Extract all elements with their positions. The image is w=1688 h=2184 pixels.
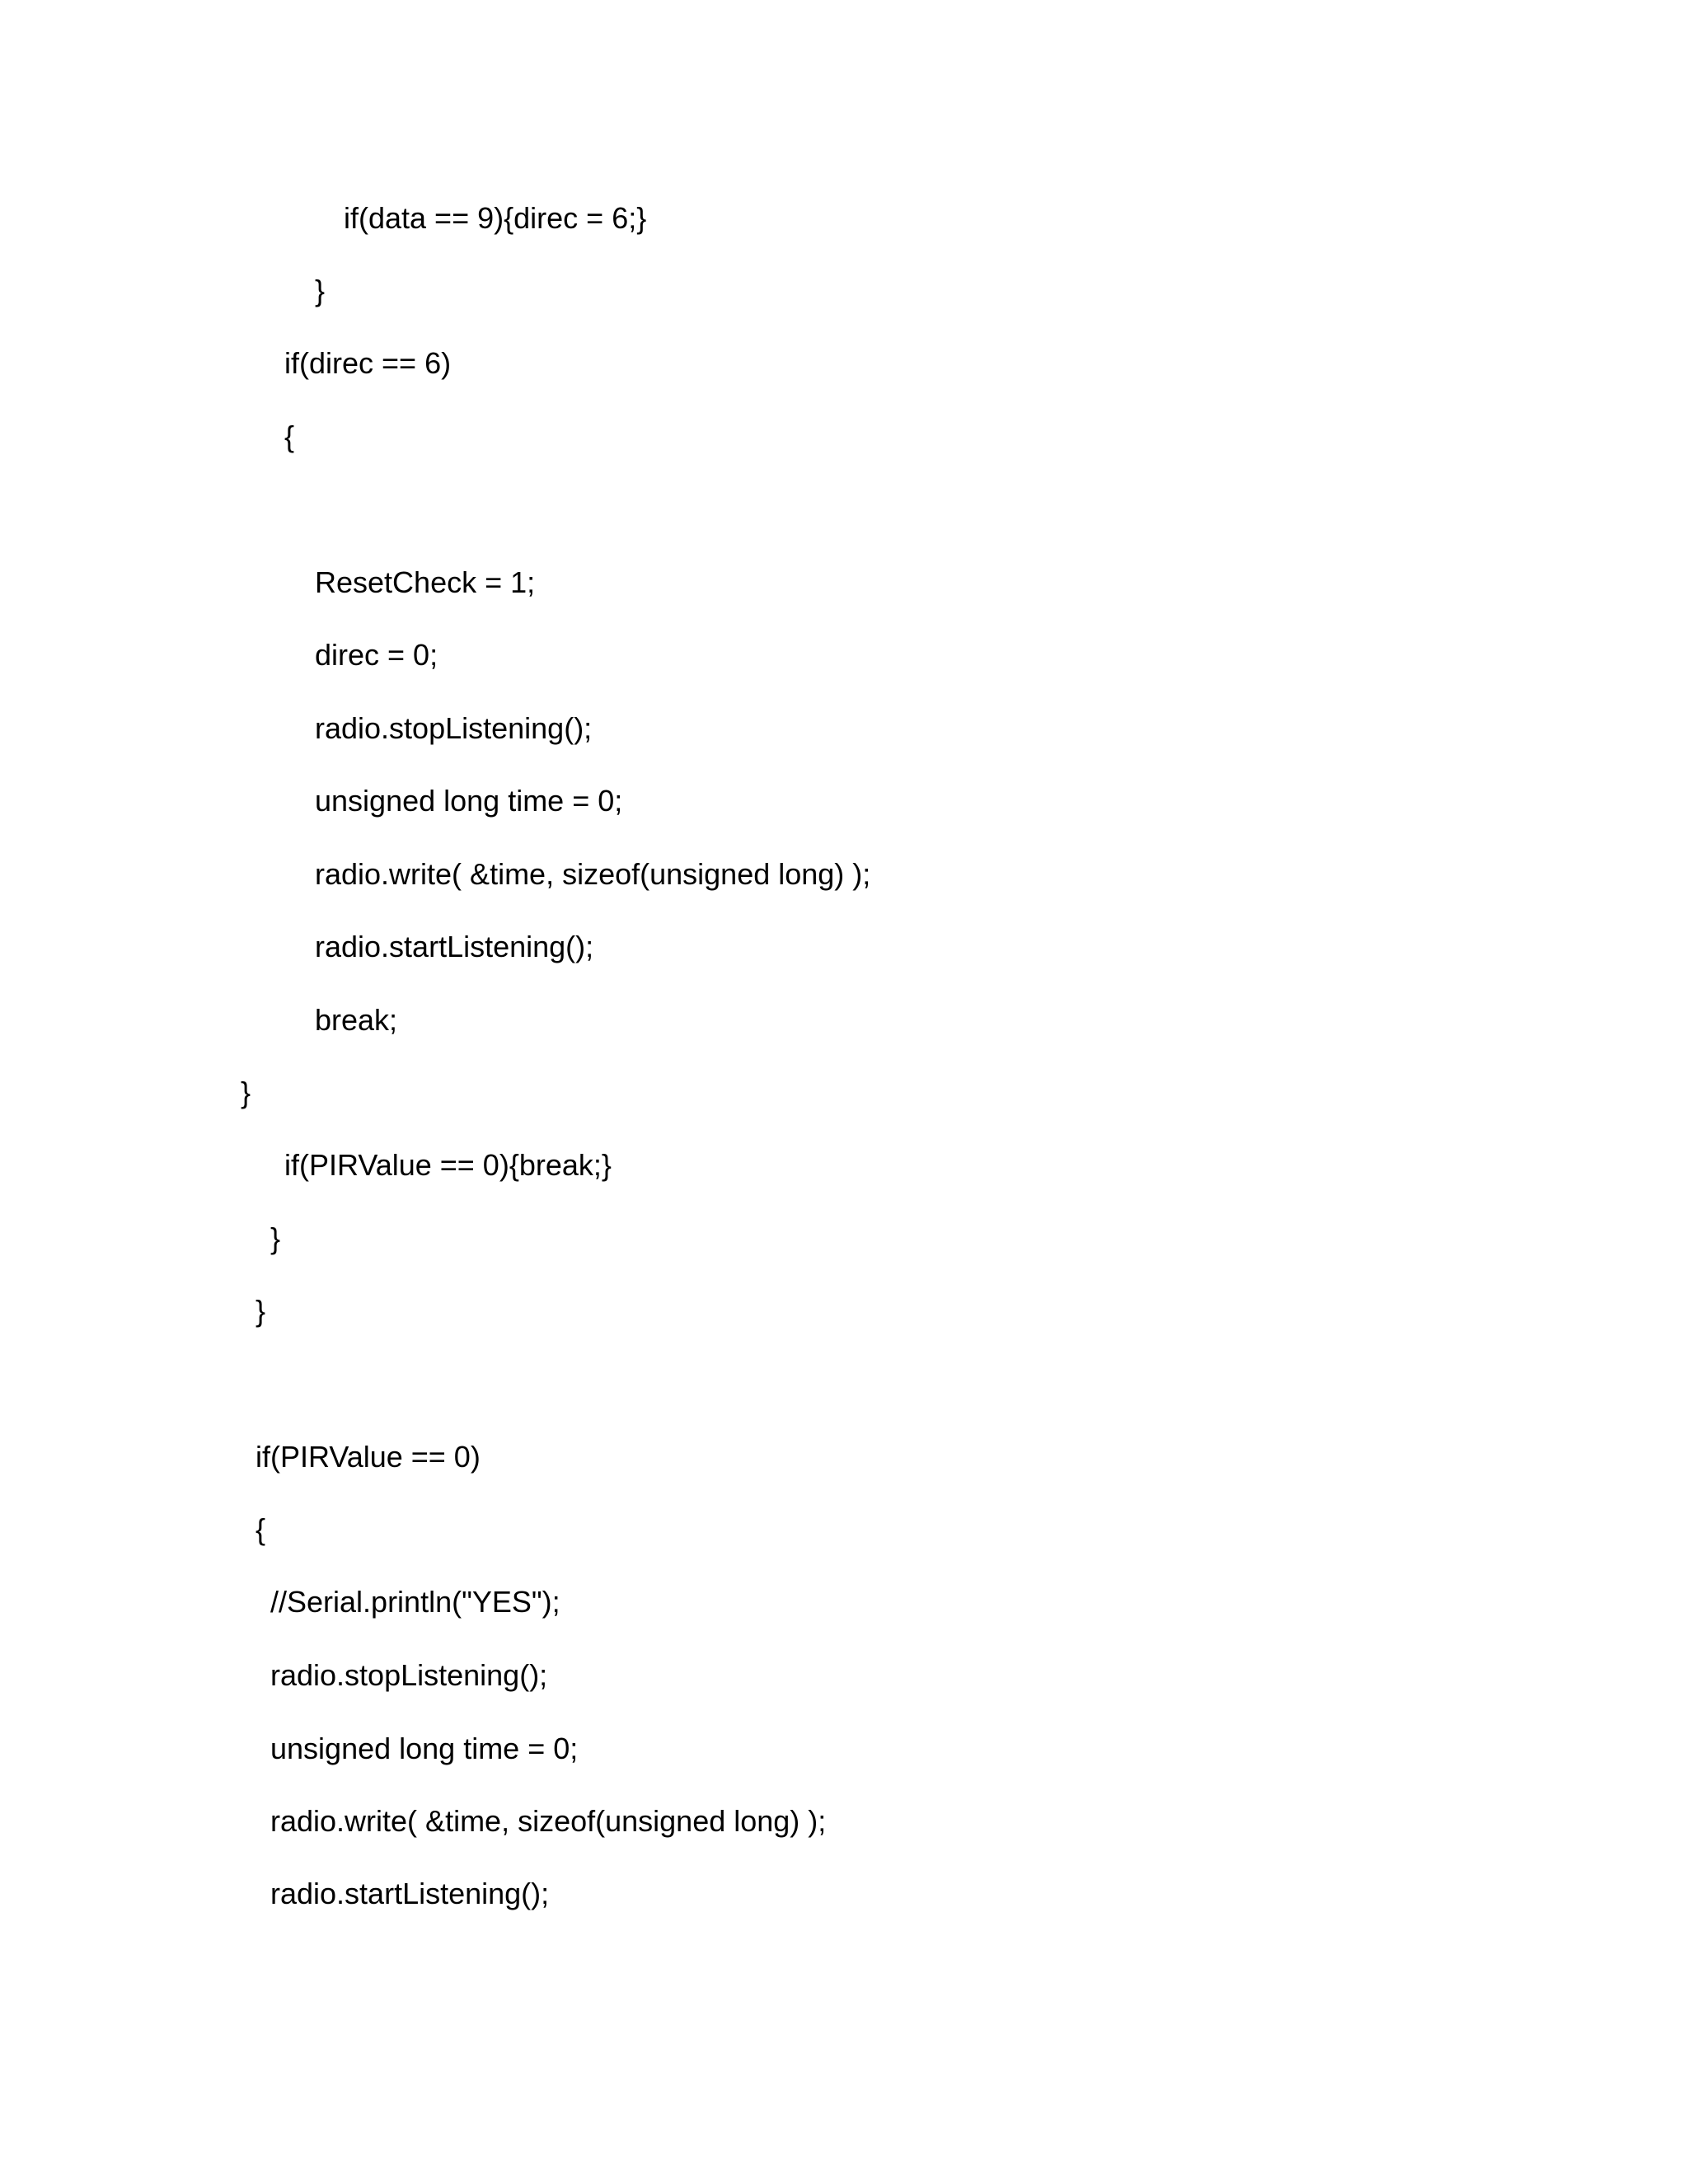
code-line: radio.stopListening(); bbox=[270, 1658, 548, 1692]
code-line: direc = 0; bbox=[315, 638, 438, 672]
code-line: if(direc == 6) bbox=[284, 346, 452, 380]
code-line: unsigned long time = 0; bbox=[270, 1732, 579, 1765]
code-line: if(data == 9){direc = 6;} bbox=[344, 201, 647, 235]
code-line: unsigned long time = 0; bbox=[315, 784, 623, 818]
code-line: } bbox=[256, 1294, 266, 1328]
code-line: if(PIRValue == 0){break;} bbox=[284, 1148, 612, 1182]
code-line: radio.write( &time, sizeof(unsigned long) ); bbox=[315, 857, 871, 891]
code-line: radio.startListening(); bbox=[270, 1877, 550, 1910]
code-line: radio.stopListening(); bbox=[315, 711, 593, 745]
code-line: break; bbox=[315, 1003, 398, 1037]
code-line: radio.write( &time, sizeof(unsigned long) ); bbox=[270, 1804, 827, 1838]
code-line: ResetCheck = 1; bbox=[315, 565, 536, 599]
code-line: //Serial.println("YES"); bbox=[270, 1585, 560, 1619]
code-line: } bbox=[315, 274, 326, 307]
code-line: } bbox=[270, 1221, 281, 1255]
code-line: if(PIRValue == 0) bbox=[256, 1440, 481, 1474]
code-line: radio.startListening(); bbox=[315, 930, 594, 963]
code-line: { bbox=[256, 1512, 266, 1546]
code-line: { bbox=[284, 419, 295, 453]
code-line: } bbox=[241, 1076, 251, 1109]
